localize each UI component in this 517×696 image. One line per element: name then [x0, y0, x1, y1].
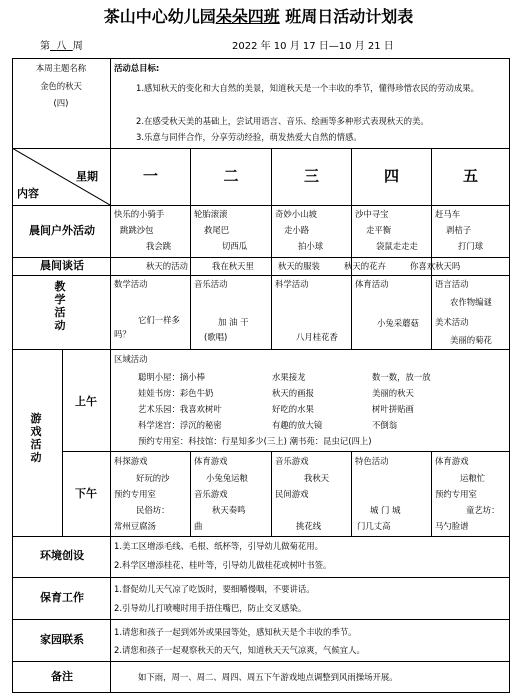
outdoor-activity: 拍小球: [298, 241, 324, 251]
col-divider: [62, 349, 63, 536]
teaching-type: 体育活动: [355, 279, 389, 289]
pm-game-type: 音乐游戏: [275, 456, 309, 466]
row-divider: [12, 349, 510, 350]
plan-name: 班周日活动计划表: [285, 7, 414, 26]
pm-game-type: 体育游戏: [194, 456, 228, 466]
care-item: 1.督促幼儿天气凉了吃饭时，要细嚼慢咽，不要讲话。: [114, 584, 315, 594]
table-border-right: [509, 58, 510, 693]
morning-talk-label: 晨间谈话: [40, 259, 84, 272]
theme-name: 金色的秋天: [40, 81, 82, 91]
teaching-title: 它们一样多吗？: [114, 315, 180, 339]
pm-game-type: 特色活动: [355, 456, 389, 466]
teaching-type: 数学活动: [114, 279, 148, 289]
goals-heading: 活动总目标:: [114, 63, 160, 73]
pm-game-name: 挑花线: [296, 521, 322, 531]
area-activity: 不倒翁: [372, 420, 398, 430]
home-contact-label: 家园联系: [40, 633, 84, 646]
outdoor-activity: 轮胎滚滚: [194, 209, 228, 219]
booking-room: 预约专用室：科技馆：行星知多少(三上) 潮书苑：昆虫记(四上): [138, 436, 372, 446]
outdoor-activity: 快乐的小骑手: [114, 209, 165, 219]
day-friday: 五: [462, 167, 478, 185]
pm-game-name: 运粮忙: [460, 473, 486, 483]
day-wednesday: 三: [303, 167, 319, 185]
outdoor-activity: 打门球: [458, 241, 484, 251]
environment-item: 1.美工区增添毛线、毛根、纸杯等，引导幼儿做菊花用。: [114, 541, 323, 551]
theme-number: (四): [53, 98, 69, 108]
talk-topic: 秋天的花卉: [344, 261, 386, 271]
class-name: 朵朵四班: [215, 7, 280, 26]
pm-game-type: 民间游戏: [275, 489, 309, 499]
environment-item: 2.科学区增添桂花、桂叶等，引导幼儿做桂花或树叶书签。: [114, 560, 332, 570]
col-divider: [110, 58, 111, 693]
school-name: 茶山中心幼儿园: [103, 7, 216, 26]
table-border-top: [12, 58, 510, 59]
row-divider: [12, 577, 510, 578]
outdoor-activity: 走小路: [284, 225, 310, 235]
row-divider: [62, 451, 510, 452]
pm-game-type: 科探游戏: [114, 456, 148, 466]
teaching-type: 科学活动: [275, 279, 309, 289]
care-label: 保育工作: [40, 591, 84, 604]
pm-game-name: 曲: [194, 521, 203, 531]
weekday-label: 星期: [76, 170, 98, 183]
game-pm-label: 下午: [75, 487, 97, 500]
teaching-extra: (歌唱): [204, 332, 228, 342]
pm-game-name: 城 门 城: [370, 505, 401, 515]
table-border-bottom: [12, 692, 510, 693]
day-tuesday: 二: [223, 167, 239, 185]
row-divider: [12, 257, 510, 258]
outdoor-activity: 奇妙小山坡: [275, 209, 317, 219]
pm-game-name: 童艺坊：: [466, 505, 500, 515]
teaching-type: 语言活动: [435, 279, 469, 289]
pm-game-name: 门几丈高: [357, 521, 391, 531]
teaching-type: 美术活动: [435, 317, 469, 327]
care-item: 2.引导幼儿打喷嚏时用手捂住嘴巴，防止交叉感染。: [114, 603, 307, 613]
day-thursday: 四: [383, 167, 399, 185]
pm-game-name: 马勺脸谱: [435, 521, 469, 531]
area-activity: 有趣的放大镜: [272, 420, 323, 430]
outdoor-activity: 沙中寻宝: [355, 209, 389, 219]
area-title: 区域活动: [114, 354, 148, 364]
col-divider: [190, 451, 191, 536]
outdoor-activity: 赶马车: [435, 209, 461, 219]
talk-topic: 秋天的服装: [278, 261, 320, 271]
teaching-type: 音乐活动: [194, 279, 228, 289]
outdoor-activity: 救尾巴: [204, 225, 230, 235]
outdoor-activity: 跳跳沙包: [120, 225, 154, 235]
pm-game-type: 预约专用室: [435, 489, 477, 499]
date-range: 2022 年 10 月 17 日—10 月 21 日: [232, 41, 394, 52]
teaching-title: 农作物编谜: [450, 297, 492, 307]
pm-game-name: 秋天奏鸣: [212, 505, 246, 515]
home-contact-item: 2.请您和孩子一起观察秋天的天气，知道秋天天气凉爽，气候宜人。: [114, 645, 365, 655]
col-divider: [431, 451, 432, 536]
row-divider: [12, 275, 510, 276]
outdoor-activity: 袋鼠走走走: [376, 241, 418, 251]
pm-game-name: 常州豆腐汤: [114, 521, 156, 531]
area-activity: 娃娃书房：彩色牛奶: [138, 388, 214, 398]
outdoor-activity: 我会跳: [146, 241, 172, 251]
row-divider: [12, 536, 510, 537]
row-divider: [12, 619, 510, 620]
area-activity: 树叶拼贴画: [372, 404, 414, 414]
pm-game-type: 预约专用室: [114, 489, 156, 499]
outdoor-activity: 切西瓜: [222, 241, 248, 251]
area-activity: 数一数，放一放: [372, 372, 431, 382]
area-activity: 美丽的秋天: [372, 388, 414, 398]
talk-topic: 秋天的活动: [146, 261, 188, 271]
teaching-title: 美丽的菊花: [450, 335, 492, 345]
area-activity: 科学迷宫：浮沉的秘密: [138, 420, 222, 430]
theme-label: 本周主题名称: [35, 63, 87, 73]
pm-game-name: 我秋天: [304, 473, 330, 483]
col-divider: [271, 451, 272, 536]
notes-label: 备注: [51, 670, 73, 683]
area-activity: 好吃的水果: [272, 404, 314, 414]
teaching-title: 小兔采蘑菇: [377, 318, 419, 328]
page-title: [0, 6, 517, 28]
outdoor-activity: 剥桔子: [446, 225, 472, 235]
home-contact-item: 1.请您和孩子一起到郊外或果园等处，感知秋天是个丰收的季节。: [114, 627, 357, 637]
teaching-title: 八月桂花香: [296, 332, 338, 342]
row-divider: [12, 661, 510, 662]
area-activity: 聪明小屋：摘小棒: [138, 372, 205, 382]
outdoor-activity: 走平衡: [366, 225, 392, 235]
goal-item: 3.乐意与同伴合作，分享劳动经验，萌发热爱大自然的情感。: [136, 132, 362, 142]
game-label: 游戏活动: [30, 412, 42, 464]
teaching-label: 教学活动: [54, 280, 66, 332]
environment-label: 环境创设: [40, 549, 84, 562]
pm-game-name: 好玩的沙: [136, 473, 170, 483]
week-label: 第 八 周: [40, 41, 83, 52]
notes-text: 如下雨，周一、周二、周四、周五下午游戏地点调整到风雨操场开展。: [138, 672, 398, 682]
pm-game-name: 小兔兔运粮: [206, 473, 248, 483]
pm-game-name: 民俗坊：: [136, 505, 170, 515]
row-divider: [12, 205, 510, 206]
pm-game-type: 音乐游戏: [194, 489, 228, 499]
talk-topic: 你喜欢秋天吗: [410, 261, 461, 271]
content-label: 内容: [17, 187, 39, 200]
area-activity: 艺术乐园：我喜欢树叶: [138, 404, 222, 414]
day-monday: 一: [142, 167, 158, 185]
teaching-title: 加 油 干: [218, 317, 249, 327]
talk-topic: 我在秋天里: [212, 261, 254, 271]
area-activity: 秋天的画报: [272, 388, 314, 398]
area-activity: 水果接龙: [272, 372, 306, 382]
pm-game-type: 体育游戏: [435, 456, 469, 466]
morning-outdoor-label: 晨间户外活动: [29, 224, 95, 237]
goal-item: 1.感知秋天的变化和大自然的美景，知道秋天是一个丰收的季节，懂得珍惜农民的劳动成果。: [136, 83, 479, 93]
game-am-label: 上午: [75, 395, 97, 408]
col-divider: [351, 451, 352, 536]
goal-item: 2.在感受秋天美的基础上，尝试用语言、音乐、绘画等多种形式表现秋天的美。: [136, 116, 429, 126]
